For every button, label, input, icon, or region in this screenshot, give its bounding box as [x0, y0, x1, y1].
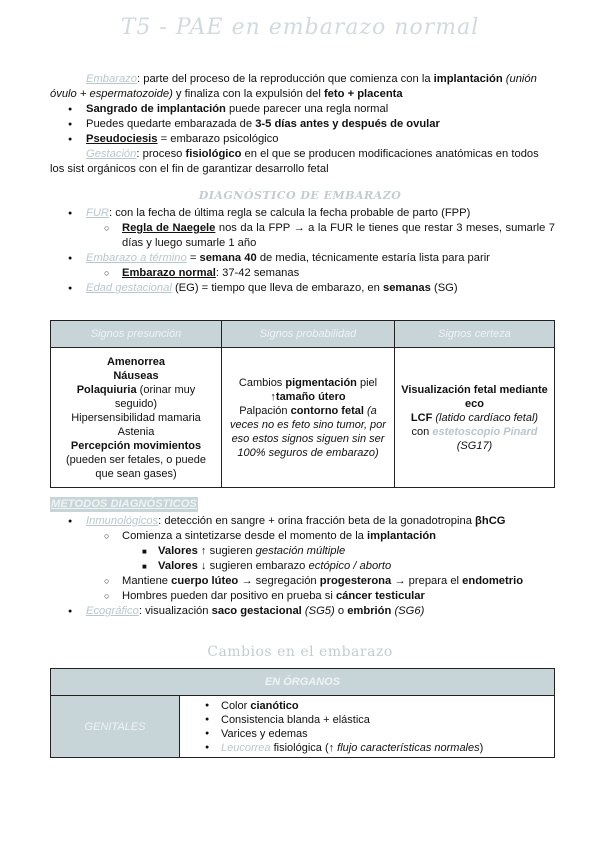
- diagnostico-list: [50, 206, 555, 296]
- list-item: ● Inmunológicos: detección en sangre + orina fracción beta de la gonadotropina βhCG: [50, 514, 555, 529]
- cell-genitales: [180, 696, 555, 758]
- header-probabilidad: Signos probabilidad: [222, 321, 395, 348]
- signos-table: [50, 320, 555, 488]
- list-item: ● Varices y edemas: [181, 727, 553, 741]
- list-item: ■ Valores ↑ sugieren gestación múltiple: [50, 544, 555, 559]
- list-item: ■ Valores ↓ sugieren embarazo ectópico / aborto: [50, 559, 555, 574]
- list-item: ○ Embarazo normal: 37-42 semanas: [50, 266, 555, 281]
- metodos-list: [50, 514, 555, 619]
- list-item: ● Sangrado de implantación puede parecer una regla normal: [50, 102, 555, 117]
- diagnostico-title: DIAGNÓSTICO DE EMBARAZO: [198, 189, 402, 202]
- intro-paragraph: Embarazo: parte del proceso de la reproducción que comienza con la implantación (unión óvulo + espermatozoide) y finaliza con la expulsión del feto + placenta ● Sangrado de implantación puede parecer una regla normal ● Puedes quedarte embarazada de 3-5 días antes y después de ovular ● Pseudociesis = embarazo psicológico Gestación: proceso fisiológico en el que se producen modificaciones anatómicas en todos los sist orgánicos con el fin de garantizar desarrollo fetal: [50, 72, 555, 177]
- list-item: ● Puedes quedarte embarazada de 3-5 días antes y después de ovular: [50, 117, 555, 132]
- list-item: ● Embarazo a término = semana 40 de media, técnicamente estaría lista para parir: [50, 251, 555, 266]
- row-label-genitales: GENITALES: [51, 696, 180, 758]
- list-item: ● Leucorrea fisiológica (↑ flujo características normales): [181, 741, 553, 755]
- list-item: ● Consistencia blanda + elástica: [181, 713, 553, 727]
- intro-list: [50, 102, 555, 147]
- list-item: ● Edad gestacional (EG) = tiempo que lleva de embarazo, en semanas (SG): [50, 281, 555, 296]
- organos-table: [50, 668, 555, 758]
- header-presuncion: Signos presunción: [51, 321, 222, 348]
- list-item: ○ Comienza a sintetizarse desde el momento de la implantación: [50, 529, 555, 544]
- list-item: ● Ecográfico: visualización saco gestacional (SG5) o embrión (SG6): [50, 604, 555, 619]
- cambios-title: Cambios en el embarazo: [207, 644, 393, 660]
- list-item: ● Color cianótico: [181, 699, 553, 713]
- header-en-organos: EN ÓRGANOS: [51, 669, 555, 696]
- list-item: ● FUR: con la fecha de última regla se calcula la fecha probable de parto (FPP): [50, 206, 555, 221]
- gestacion-paragraph: Gestación: proceso fisiológico en el que se producen modificaciones anatómicas en todos los sist orgánicos con el fin de garantizar desarrollo fetal: [50, 148, 539, 175]
- metodos-title: METODOS DIAGNÓSTICOS: [51, 498, 197, 510]
- page-title: T5 - PAE en embarazo normal: [120, 15, 480, 40]
- list-item: ○ Regla de Naegele nos da la FPP → a la FUR le tienes que restar 3 meses, sumarle 7 días y luego sumarle 1 año: [50, 221, 555, 251]
- list-item: ● Pseudociesis = embarazo psicológico: [50, 132, 555, 147]
- term-embarazo: Embarazo: [86, 73, 137, 85]
- list-item: ○ Mantiene cuerpo lúteo → segregación progesterona → prepara el endometrio: [50, 574, 555, 589]
- cell-presuncion: Amenorrea Náuseas Polaquiuria (orinar muy seguido) Hipersensibilidad mamaria Astenia Percepción movimientos (pueden ser fetales, o puede que sean gases): [51, 348, 222, 488]
- cell-probabilidad: Cambios pigmentación piel ↑tamaño útero Palpación contorno fetal (a veces no es feto sino tumor, por eso estos signos siguen sin ser 100% seguros de embarazo): [222, 348, 395, 488]
- header-certeza: Signos certeza: [395, 321, 555, 348]
- cell-certeza: Visualización fetal mediante eco LCF (latido cardíaco fetal) con estetoscopio Pinard (SG17): [395, 348, 555, 488]
- list-item: ○ Hombres pueden dar positivo en prueba si cáncer testicular: [50, 589, 555, 604]
